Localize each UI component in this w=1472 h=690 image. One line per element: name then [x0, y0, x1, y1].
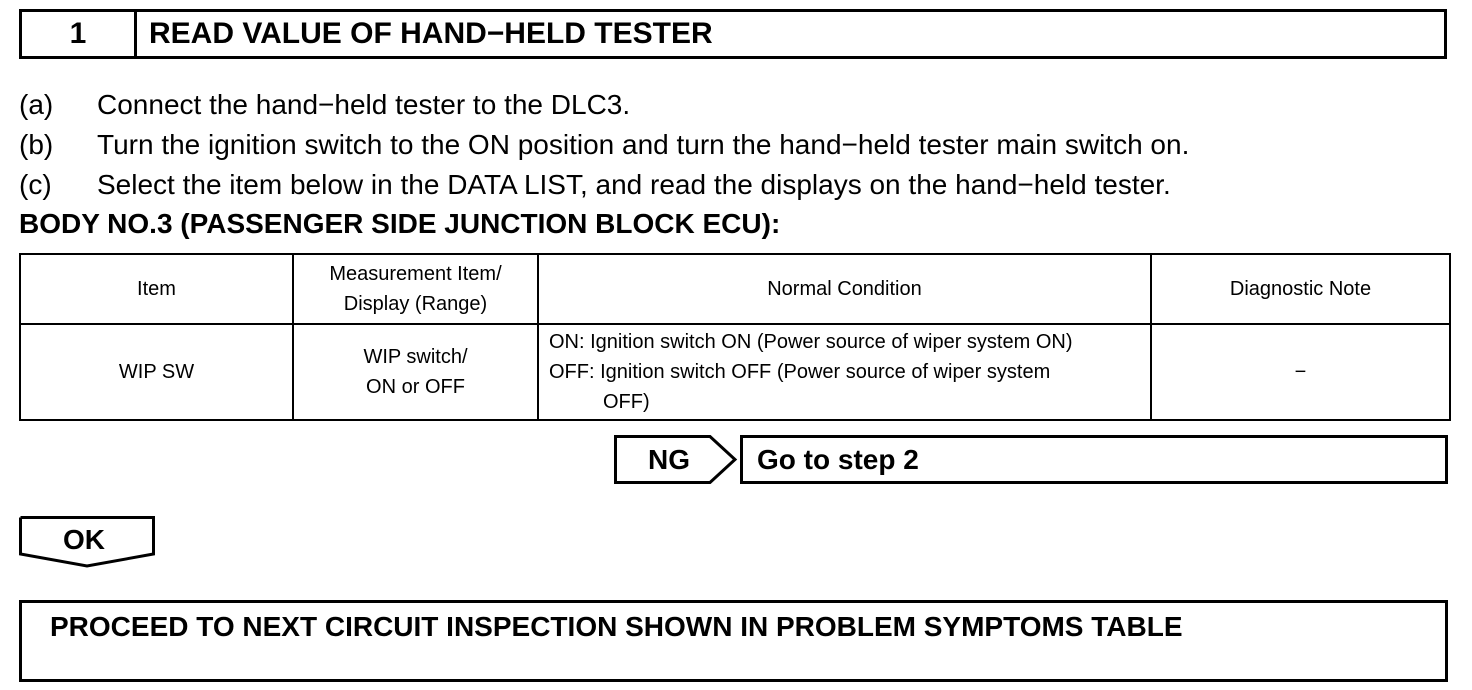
ok-label: OK: [63, 524, 105, 555]
cell-diagnostic-note: −: [1151, 324, 1450, 420]
header-diagnostic-note: Diagnostic Note: [1151, 254, 1450, 324]
section-title: BODY NO.3 (PASSENGER SIDE JUNCTION BLOCK ECU):: [19, 208, 781, 239]
cell-measurement-line2: ON or OFF: [366, 376, 465, 398]
table-header-row: [20, 254, 1450, 324]
header-measurement: [293, 254, 538, 324]
instruction-a: [19, 89, 630, 121]
instruction-text: Turn the ignition switch to the ON position and turn the hand−held tester main switch on.: [97, 129, 1190, 160]
cell-item: WIP SW: [20, 324, 293, 420]
instruction-label: (b): [19, 129, 54, 160]
table-row: [20, 324, 1450, 420]
header-measurement-line2: Display (Range): [343, 293, 488, 315]
header-normal-condition: Normal Condition: [538, 254, 1151, 324]
cell-measurement-line1: WIP switch/: [363, 346, 468, 368]
condition-line3: OFF): [603, 391, 650, 413]
condition-line1: ON: Ignition switch ON (Power source of wiper system ON): [549, 331, 1073, 353]
instruction-text: Select the item below in the DATA LIST, and read the displays on the hand−held tester.: [97, 169, 1171, 200]
instruction-label: (a): [19, 89, 54, 120]
instruction-text: Connect the hand−held tester to the DLC3.: [97, 89, 631, 120]
step-number: 1: [22, 12, 137, 56]
cell-measurement: [293, 324, 538, 420]
condition-line2: OFF: Ignition switch OFF (Power source of wiper system: [549, 361, 1051, 383]
cell-normal-condition: [538, 324, 1151, 420]
header-item: Item: [20, 254, 293, 324]
proceed-box: PROCEED TO NEXT CIRCUIT INSPECTION SHOWN IN PROBLEM SYMPTOMS TABLE: [19, 600, 1448, 682]
go-to-step-box: Go to step 2: [740, 435, 1448, 484]
header-measurement-line1: Measurement Item/: [329, 263, 502, 285]
data-list-table: [19, 253, 1451, 421]
step-header: [19, 9, 1447, 59]
instruction-c: [19, 169, 1171, 201]
instruction-b: [19, 129, 1189, 161]
instruction-label: (c): [19, 169, 52, 200]
ng-label: NG: [648, 443, 690, 475]
step-title: READ VALUE OF HAND−HELD TESTER: [149, 17, 713, 50]
